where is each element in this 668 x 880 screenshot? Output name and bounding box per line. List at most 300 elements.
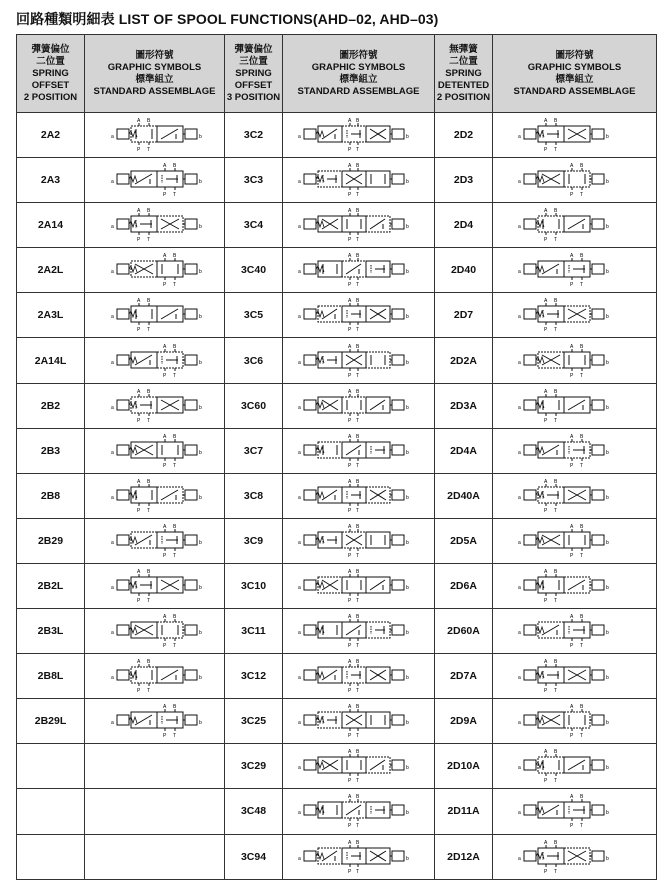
port-label: b: [405, 494, 409, 501]
port-label: A: [136, 208, 140, 215]
spool-valve-symbol-icon: [296, 657, 422, 695]
port-label: b: [198, 720, 202, 727]
port-label: b: [198, 584, 202, 591]
port-label: a: [110, 269, 114, 276]
spool-code: 3C10: [225, 563, 283, 608]
port-label: A: [347, 163, 351, 170]
header-spring-offset-2pos: 彈簧偏位 二位置 SPRING OFFSET 2 POSITION: [17, 35, 85, 113]
port-label: T: [355, 147, 359, 154]
port-label: b: [605, 584, 609, 591]
port-label: T: [553, 778, 557, 785]
port-label: T: [355, 507, 359, 514]
graphic-symbol-cell: [493, 203, 657, 248]
port-label: B: [553, 568, 557, 575]
port-label: A: [347, 388, 351, 395]
graphic-symbol-cell: [85, 834, 225, 879]
port-label: A: [162, 343, 166, 350]
graphic-symbol-cell: [85, 789, 225, 834]
port-label: P: [347, 733, 351, 740]
port-label: P: [136, 147, 140, 154]
port-label: B: [355, 794, 359, 801]
graphic-symbol-cell: [85, 473, 225, 518]
port-label: P: [543, 237, 547, 244]
spool-code: 2D40A: [435, 473, 493, 518]
port-label: T: [146, 237, 150, 244]
header-spring-detented-2pos: 無彈簧 二位置 SPRING DETENTED 2 POSITION: [435, 35, 493, 113]
port-label: A: [569, 794, 573, 801]
port-label: P: [569, 372, 573, 379]
port-label: a: [110, 675, 114, 682]
port-label: a: [110, 449, 114, 456]
port-label: b: [605, 449, 609, 456]
port-label: b: [605, 134, 609, 141]
graphic-symbol-cell: [493, 383, 657, 428]
port-label: B: [553, 478, 557, 485]
port-label: b: [405, 269, 409, 276]
port-label: B: [553, 298, 557, 305]
port-label: T: [172, 372, 176, 379]
graphic-symbol-cell: [493, 113, 657, 158]
port-label: A: [347, 433, 351, 440]
table-row: [17, 338, 657, 383]
port-label: P: [347, 282, 351, 289]
spool-code: 2D11A: [435, 789, 493, 834]
port-label: a: [110, 404, 114, 411]
port-label: A: [347, 794, 351, 801]
spool-code: 2D60A: [435, 609, 493, 654]
port-label: P: [347, 507, 351, 514]
port-label: T: [355, 192, 359, 199]
port-label: T: [355, 237, 359, 244]
port-label: P: [347, 417, 351, 424]
port-label: B: [553, 388, 557, 395]
port-label: T: [172, 643, 176, 650]
port-label: B: [579, 163, 583, 170]
port-label: A: [136, 568, 140, 575]
port-label: P: [543, 507, 547, 514]
graphic-symbol-cell: [493, 248, 657, 293]
port-label: b: [198, 675, 202, 682]
port-label: P: [543, 868, 547, 875]
port-label: B: [579, 253, 583, 260]
spool-code: [17, 744, 85, 789]
spool-valve-symbol-icon: [512, 387, 638, 425]
port-label: T: [553, 597, 557, 604]
port-label: a: [517, 855, 521, 862]
spool-code: 3C5: [225, 293, 283, 338]
port-label: P: [569, 462, 573, 469]
graphic-symbol-cell: [283, 473, 435, 518]
port-label: P: [543, 327, 547, 334]
spool-code: 2B2: [17, 383, 85, 428]
spool-code: 2D7A: [435, 654, 493, 699]
port-label: A: [543, 749, 547, 756]
port-label: A: [136, 478, 140, 485]
port-label: a: [517, 269, 521, 276]
port-label: B: [553, 118, 557, 125]
table-row: [17, 834, 657, 879]
port-label: a: [517, 765, 521, 772]
port-label: T: [355, 282, 359, 289]
port-label: P: [136, 688, 140, 695]
port-label: B: [146, 659, 150, 666]
port-label: b: [605, 810, 609, 817]
port-label: a: [517, 224, 521, 231]
port-label: T: [579, 462, 583, 469]
table-header-row: [17, 35, 657, 113]
port-label: A: [569, 433, 573, 440]
graphic-symbol-cell: [493, 699, 657, 744]
port-label: b: [198, 449, 202, 456]
spool-valve-symbol-icon: [512, 206, 638, 244]
port-label: b: [405, 314, 409, 321]
spool-code: 2B2L: [17, 563, 85, 608]
spool-valve-symbol-icon: [512, 567, 638, 605]
port-label: T: [579, 282, 583, 289]
spool-valve-symbol-icon: [296, 342, 422, 380]
port-label: T: [146, 327, 150, 334]
port-label: T: [355, 597, 359, 604]
port-label: T: [553, 868, 557, 875]
spool-code: 2A3L: [17, 293, 85, 338]
port-label: a: [297, 494, 301, 501]
port-label: T: [355, 417, 359, 424]
graphic-symbol-cell: [493, 609, 657, 654]
spool-code: [17, 834, 85, 879]
port-label: A: [543, 118, 547, 125]
graphic-symbol-cell: [283, 293, 435, 338]
graphic-symbol-cell: [493, 789, 657, 834]
port-label: T: [355, 552, 359, 559]
port-label: B: [579, 704, 583, 711]
port-label: a: [517, 720, 521, 727]
spool-valve-symbol-icon: [296, 387, 422, 425]
port-label: A: [162, 704, 166, 711]
port-label: A: [347, 523, 351, 530]
port-label: B: [172, 704, 176, 711]
port-label: b: [198, 314, 202, 321]
graphic-symbol-cell: [283, 609, 435, 654]
spool-valve-symbol-icon: [105, 432, 205, 470]
spool-code: 2B8L: [17, 654, 85, 699]
port-label: B: [146, 388, 150, 395]
port-label: A: [347, 118, 351, 125]
spool-valve-symbol-icon: [512, 477, 638, 515]
port-label: T: [355, 823, 359, 830]
port-label: P: [162, 372, 166, 379]
port-label: P: [543, 597, 547, 604]
port-label: B: [146, 478, 150, 485]
graphic-symbol-cell: [85, 744, 225, 789]
port-label: b: [605, 269, 609, 276]
spool-valve-symbol-icon: [296, 161, 422, 199]
spool-valve-symbol-icon: [105, 296, 205, 334]
port-label: B: [553, 749, 557, 756]
spool-code: 3C29: [225, 744, 283, 789]
port-label: b: [605, 675, 609, 682]
spool-valve-symbol-icon: [105, 342, 205, 380]
port-label: B: [355, 523, 359, 530]
port-label: B: [355, 568, 359, 575]
graphic-symbol-cell: [283, 428, 435, 473]
spool-code: 3C6: [225, 338, 283, 383]
port-label: A: [347, 208, 351, 215]
graphic-symbol-cell: [493, 158, 657, 203]
port-label: B: [355, 208, 359, 215]
port-label: A: [136, 118, 140, 125]
port-label: P: [347, 823, 351, 830]
spool-valve-symbol-icon: [296, 432, 422, 470]
table-row: [17, 609, 657, 654]
port-label: b: [405, 810, 409, 817]
port-label: a: [110, 314, 114, 321]
port-label: P: [543, 417, 547, 424]
spool-code: 2D6A: [435, 563, 493, 608]
spool-valve-symbol-icon: [512, 838, 638, 876]
graphic-symbol-cell: [85, 203, 225, 248]
port-label: P: [569, 823, 573, 830]
port-label: a: [297, 584, 301, 591]
port-label: P: [347, 688, 351, 695]
graphic-symbol-cell: [493, 473, 657, 518]
spool-code: 2D5A: [435, 518, 493, 563]
table-row: [17, 654, 657, 699]
port-label: a: [517, 675, 521, 682]
spool-valve-symbol-icon: [105, 612, 205, 650]
port-label: P: [347, 372, 351, 379]
port-label: T: [579, 823, 583, 830]
spool-valve-symbol-icon: [512, 792, 638, 830]
port-label: T: [172, 462, 176, 469]
port-label: A: [569, 614, 573, 621]
graphic-symbol-cell: [85, 428, 225, 473]
port-label: P: [162, 733, 166, 740]
port-label: b: [198, 179, 202, 186]
spool-valve-symbol-icon: [105, 567, 205, 605]
port-label: a: [297, 404, 301, 411]
spool-valve-symbol-icon: [105, 161, 205, 199]
graphic-symbol-cell: [283, 563, 435, 608]
port-label: P: [136, 237, 140, 244]
spool-code: 2D4A: [435, 428, 493, 473]
port-label: B: [146, 298, 150, 305]
port-label: B: [172, 614, 176, 621]
port-label: B: [355, 118, 359, 125]
port-label: a: [297, 539, 301, 546]
graphic-symbol-cell: [283, 248, 435, 293]
port-label: P: [347, 147, 351, 154]
port-label: a: [297, 224, 301, 231]
port-label: T: [172, 282, 176, 289]
port-label: b: [405, 675, 409, 682]
spool-code: 2B29: [17, 518, 85, 563]
spool-code: [17, 789, 85, 834]
spool-valve-symbol-icon: [296, 116, 422, 154]
graphic-symbol-cell: [283, 383, 435, 428]
port-label: A: [569, 253, 573, 260]
port-label: P: [347, 868, 351, 875]
port-label: P: [136, 417, 140, 424]
port-label: a: [517, 630, 521, 637]
port-label: B: [579, 614, 583, 621]
graphic-symbol-cell: [85, 383, 225, 428]
spool-code: 3C4: [225, 203, 283, 248]
spool-valve-symbol-icon: [296, 522, 422, 560]
graphic-symbol-cell: [85, 518, 225, 563]
port-label: A: [136, 388, 140, 395]
port-label: A: [162, 614, 166, 621]
port-label: B: [553, 208, 557, 215]
port-label: A: [347, 749, 351, 756]
port-label: B: [355, 478, 359, 485]
spool-code: 2A14L: [17, 338, 85, 383]
table-row: [17, 248, 657, 293]
port-label: T: [146, 597, 150, 604]
port-label: T: [553, 507, 557, 514]
port-label: B: [355, 163, 359, 170]
table-row: [17, 203, 657, 248]
port-label: A: [347, 343, 351, 350]
port-label: a: [297, 765, 301, 772]
port-label: b: [405, 449, 409, 456]
port-label: P: [347, 643, 351, 650]
port-label: B: [172, 163, 176, 170]
spool-valve-symbol-icon: [296, 567, 422, 605]
spool-code: 2D2A: [435, 338, 493, 383]
spool-valve-symbol-icon: [512, 612, 638, 650]
table-row: [17, 428, 657, 473]
port-label: P: [162, 192, 166, 199]
port-label: a: [517, 134, 521, 141]
table-row: [17, 744, 657, 789]
spool-code: 2D40: [435, 248, 493, 293]
table-row: [17, 518, 657, 563]
spool-code: 3C7: [225, 428, 283, 473]
port-label: B: [172, 343, 176, 350]
port-label: P: [569, 552, 573, 559]
port-label: b: [198, 630, 202, 637]
port-label: T: [355, 733, 359, 740]
port-label: T: [553, 237, 557, 244]
spool-valve-symbol-icon: [105, 702, 205, 740]
spool-valve-symbol-icon: [105, 251, 205, 289]
port-label: B: [355, 298, 359, 305]
port-label: a: [517, 179, 521, 186]
spool-code: 2D12A: [435, 834, 493, 879]
header-graphic-symbols: 圖形符號 GRAPHIC SYMBOLS 標準組立 STANDARD ASSEMBLAGE: [283, 35, 435, 113]
spool-code: 3C60: [225, 383, 283, 428]
table-row: [17, 158, 657, 203]
port-label: B: [553, 659, 557, 666]
port-label: A: [543, 208, 547, 215]
port-label: A: [162, 523, 166, 530]
spool-code: 3C3: [225, 158, 283, 203]
port-label: T: [355, 462, 359, 469]
spool-code: 3C94: [225, 834, 283, 879]
port-label: T: [355, 868, 359, 875]
port-label: T: [172, 552, 176, 559]
spool-code: 2A3: [17, 158, 85, 203]
port-label: A: [136, 298, 140, 305]
port-label: b: [198, 224, 202, 231]
port-label: a: [297, 720, 301, 727]
port-label: a: [517, 404, 521, 411]
spool-valve-symbol-icon: [512, 522, 638, 560]
port-label: a: [110, 359, 114, 366]
port-label: T: [579, 192, 583, 199]
port-label: a: [297, 675, 301, 682]
spool-code: 2D2: [435, 113, 493, 158]
port-label: b: [605, 494, 609, 501]
port-label: B: [172, 523, 176, 530]
port-label: B: [579, 433, 583, 440]
spool-code: 2B8: [17, 473, 85, 518]
header-spring-offset-3pos: 彈簧偏位 三位置 SPRING OFFSET 3 POSITION: [225, 35, 283, 113]
spool-valve-symbol-icon: [296, 612, 422, 650]
graphic-symbol-cell: [85, 293, 225, 338]
port-label: b: [605, 314, 609, 321]
port-label: B: [146, 208, 150, 215]
port-label: b: [605, 224, 609, 231]
port-label: a: [297, 179, 301, 186]
port-label: B: [355, 839, 359, 846]
graphic-symbol-cell: [493, 518, 657, 563]
port-label: P: [347, 778, 351, 785]
port-label: b: [198, 494, 202, 501]
port-label: b: [605, 359, 609, 366]
port-label: B: [579, 343, 583, 350]
port-label: a: [297, 449, 301, 456]
port-label: T: [355, 372, 359, 379]
port-label: A: [347, 478, 351, 485]
port-label: b: [405, 404, 409, 411]
port-label: b: [605, 179, 609, 186]
port-label: b: [605, 630, 609, 637]
port-label: T: [146, 507, 150, 514]
graphic-symbol-cell: [493, 744, 657, 789]
port-label: T: [146, 147, 150, 154]
port-label: a: [110, 630, 114, 637]
port-label: a: [297, 810, 301, 817]
spool-valve-symbol-icon: [512, 161, 638, 199]
port-label: A: [543, 659, 547, 666]
graphic-symbol-cell: [493, 563, 657, 608]
spool-valve-symbol-icon: [105, 657, 205, 695]
spool-valve-symbol-icon: [512, 747, 638, 785]
header-graphic-symbols: 圖形符號 GRAPHIC SYMBOLS 標準組立 STANDARD ASSEMBLAGE: [493, 35, 657, 113]
port-label: a: [297, 134, 301, 141]
port-label: b: [605, 404, 609, 411]
port-label: P: [347, 327, 351, 334]
graphic-symbol-cell: [493, 338, 657, 383]
port-label: a: [517, 494, 521, 501]
port-label: A: [543, 388, 547, 395]
spool-valve-symbol-icon: [512, 342, 638, 380]
graphic-symbol-cell: [283, 338, 435, 383]
spool-code: 2A14: [17, 203, 85, 248]
port-label: T: [579, 733, 583, 740]
port-label: A: [347, 568, 351, 575]
graphic-symbol-cell: [493, 293, 657, 338]
graphic-symbol-cell: [283, 113, 435, 158]
port-label: b: [405, 855, 409, 862]
spool-valve-symbol-icon: [105, 522, 205, 560]
port-label: P: [347, 462, 351, 469]
port-label: a: [110, 584, 114, 591]
port-label: B: [355, 343, 359, 350]
spool-code: 3C12: [225, 654, 283, 699]
spool-valve-symbol-icon: [105, 116, 205, 154]
